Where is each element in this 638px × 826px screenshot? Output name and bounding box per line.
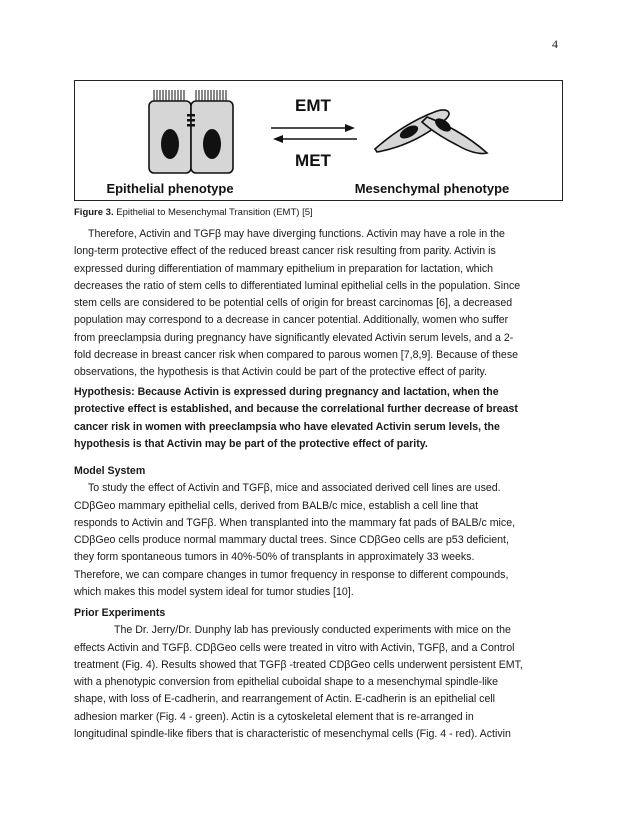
emt-label: EMT — [295, 96, 331, 115]
paragraph-line: adhesion marker (Fig. 4 - green). Actin is a cytoskeletal element that is re-arranged in — [74, 710, 474, 723]
paragraph-line: population may correspond to a decrease in cancer potential. Additionally, women who suffer — [74, 314, 509, 327]
emt-diagram — [75, 81, 562, 200]
paragraph-line: effects Activin and TGFβ. CDβGeo cells were treated in vitro with Activin, TGFβ, and a Control — [74, 641, 515, 654]
paragraph-line: longitudinal spindle-like fibers that is characteristic of mesenchymal cells (Fig. 4 - red). Activin — [74, 728, 511, 741]
figure-caption-label: Figure 3. — [74, 207, 114, 218]
figure-caption-text: Epithelial to Mesenchymal Transition (EMT) [5] — [116, 207, 313, 218]
paragraph-line: To study the effect of Activin and TGFβ, mice and associated derived cell lines are used. — [88, 482, 501, 495]
paragraph-line: long-term protective effect of the reduced breast cancer risk resulting from parity. Activin is — [74, 245, 496, 258]
paragraph-line: decreases the ratio of stem cells to differentiated luminal epithelial cells in the population. Since — [74, 279, 521, 292]
met-label: MET — [295, 151, 331, 170]
paragraph-line: they form spontaneous tumors in 40%-50% of transplants in approximately 33 weeks. — [74, 551, 475, 564]
hypothesis-line: hypothesis is that Activin may be part of the protective effect of parity. — [74, 437, 428, 450]
paragraph-line: shape, with loss of E-cadherin, and rearrangement of Actin. E-cadherin is an epithelial cell — [74, 693, 496, 706]
paragraph-line: expressed during differentiation of mammary epithelium in preparation for lactation, which — [74, 262, 494, 275]
intro-paragraph — [74, 226, 574, 382]
prior-experiments-heading: Prior Experiments — [74, 607, 166, 619]
paragraph-line: The Dr. Jerry/Dr. Dunphy lab has previously conducted experiments with mice on the — [114, 624, 511, 637]
mesenchymal-cells-illustration — [375, 110, 487, 154]
paragraph-line: stem cells are considered to be potential cells of origin for breast carcinomas [6], a decreased — [74, 297, 513, 310]
paragraph-line: responds to Activin and TGFβ. When transplanted into the mammary fat pads of BALB/c mice, — [74, 516, 516, 529]
epithelial-cells-illustration — [149, 90, 233, 173]
prior-experiments-section — [74, 605, 574, 743]
paragraph-line: CDβGeo cells produce normal mammary ductal trees. Since CDβGeo cells are p53 deficient, — [74, 534, 509, 547]
page-number: 4 — [552, 37, 558, 51]
paragraph-line: with a phenotypic conversion from epithelial cuboidal shape to a mesenchymal spindle-like — [74, 676, 498, 689]
paragraph-line: fold decrease in breast cancer risk when compared to parous women [7,8,9]. Because of these — [74, 349, 519, 362]
mesenchymal-phenotype-label: Mesenchymal phenotype — [354, 181, 510, 196]
paragraph-line: observations, the hypothesis is that Activin could be part of the protective effect of parity. — [74, 366, 487, 379]
paragraph-line: CDβGeo mammary epithelial cells, derived from BALB/c mice, establish a cell line that — [74, 499, 479, 512]
emt-figure — [74, 80, 563, 201]
hypothesis-line: protective effect is established, and because the correlational further decrease of breast — [74, 403, 518, 416]
emt-met-arrows — [271, 124, 357, 143]
paragraph-line: which makes this model system ideal for tumor studies [10]. — [74, 586, 354, 599]
paragraph-line: Therefore, we can compare changes in tumor frequency in response to different compounds, — [74, 568, 509, 581]
model-system-section — [74, 463, 574, 601]
hypothesis-line: cancer risk in women with preeclampsia who have elevated Activin serum levels, the — [74, 420, 500, 433]
hypothesis-line: Hypothesis: Because Activin is expressed during pregnancy and lactation, when the — [74, 386, 499, 398]
hypothesis-paragraph — [74, 384, 574, 453]
paragraph-line: treatment (Fig. 4). Results showed that TGFβ -treated CDβGeo cells underwent persistent EMT, — [74, 658, 523, 671]
paragraph-line: from preeclampsia during pregnancy have significantly elevated Activin serum levels, and a 2- — [74, 331, 514, 344]
figure-caption — [74, 207, 313, 218]
model-system-heading: Model System — [74, 465, 146, 477]
epithelial-phenotype-label: Epithelial phenotype — [106, 181, 234, 196]
paragraph-line: Therefore, Activin and TGFβ may have diverging functions. Activin may have a role in the — [88, 228, 505, 240]
